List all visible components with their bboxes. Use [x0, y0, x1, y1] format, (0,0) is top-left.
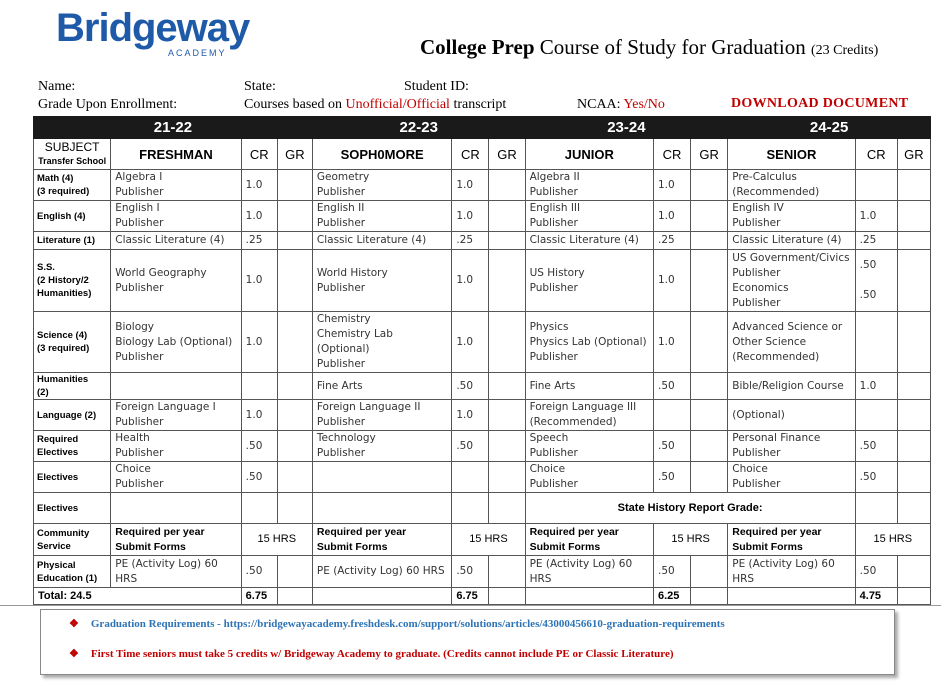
course-cell: Foreign Language I Publisher: [111, 400, 241, 431]
credit-value: .50: [653, 373, 690, 400]
grade-cell[interactable]: [897, 170, 930, 201]
junior-header: JUNIOR: [525, 139, 653, 170]
course-cell: Geometry Publisher: [312, 170, 451, 201]
freshman-header: FRESHMAN: [111, 139, 241, 170]
grade-cell[interactable]: [691, 431, 728, 462]
grade-cell[interactable]: [277, 232, 312, 250]
grade-cell[interactable]: [897, 250, 930, 312]
course-cell: Foreign Language II Publisher: [312, 400, 451, 431]
transcript-options[interactable]: Unofficial/Official: [345, 97, 450, 112]
grade-cell[interactable]: [489, 170, 525, 201]
course-cell: (Optional): [728, 400, 855, 431]
credit-value: 1.0: [241, 400, 277, 431]
credit-value: 1.0: [452, 250, 489, 312]
course-cell: World Geography Publisher: [111, 250, 241, 312]
grade-cell[interactable]: [489, 232, 525, 250]
subject-cell: Language (2): [34, 400, 111, 431]
credit-value: .50: [241, 462, 277, 493]
community-service-row: [34, 524, 931, 556]
subject-cell: Math (4) (3 required): [34, 170, 111, 201]
credit-value: .50: [452, 556, 489, 588]
year-label: 21-22: [34, 117, 313, 139]
gr-header: GR: [489, 139, 525, 170]
grade-cell[interactable]: [897, 232, 930, 250]
credit-value: 1.0: [452, 201, 489, 232]
course-cell: [111, 373, 241, 400]
grade-cell[interactable]: [691, 556, 728, 588]
subject-cell: Physical Education (1): [34, 556, 111, 588]
course-row: [34, 431, 931, 462]
credit-value: .25: [241, 232, 277, 250]
cr-header: CR: [452, 139, 489, 170]
grade-cell[interactable]: [897, 556, 930, 588]
name-field-label: Name:: [38, 79, 76, 94]
course-cell: Classic Literature (4): [728, 232, 855, 250]
grade-cell[interactable]: [897, 201, 930, 232]
credit-value: 1.0: [452, 170, 489, 201]
year-label: 23-24: [525, 117, 728, 139]
diamond-bullet-icon: ❖: [69, 618, 79, 630]
year-label: 22-23: [312, 117, 525, 139]
credit-value: .50: [653, 462, 690, 493]
subject-cell: Literature (1): [34, 232, 111, 250]
course-row: [34, 312, 931, 373]
year-total: 6.25: [653, 588, 690, 605]
course-cell: Algebra I Publisher: [111, 170, 241, 201]
course-cell: Choice Publisher: [728, 462, 855, 493]
course-cell: Biology Biology Lab (Optional) Publisher: [111, 312, 241, 373]
course-cell: Pre-Calculus (Recommended): [728, 170, 855, 201]
course-cell: Choice Publisher: [525, 462, 653, 493]
course-cell: Fine Arts: [525, 373, 653, 400]
grade-cell[interactable]: [691, 400, 728, 431]
subject-cell: English (4): [34, 201, 111, 232]
course-cell: Physics Physics Lab (Optional) Publisher: [525, 312, 653, 373]
course-cell: English III Publisher: [525, 201, 653, 232]
credit-value: 1.0: [653, 250, 690, 312]
grade-cell[interactable]: [897, 312, 930, 373]
year-total: 4.75: [855, 588, 897, 605]
logo-subtitle: ACADEMY: [168, 48, 227, 58]
electives-state-history-row: [34, 493, 931, 524]
credit-value: .50 .50: [855, 250, 897, 312]
totals-row: [34, 588, 931, 605]
course-cell: World History Publisher: [312, 250, 451, 312]
credit-value: .25: [855, 232, 897, 250]
course-cell: Classic Literature (4): [525, 232, 653, 250]
credit-value: 1.0: [241, 312, 277, 373]
download-document-link[interactable]: DOWNLOAD DOCUMENT: [731, 96, 909, 111]
credit-value: 1.0: [452, 400, 489, 431]
credit-value: .25: [653, 232, 690, 250]
gr-header: GR: [277, 139, 312, 170]
course-cell: Technology Publisher: [312, 431, 451, 462]
year-header-row: [34, 117, 931, 139]
grade-cell[interactable]: [277, 556, 312, 588]
hours-value: 15 HRS: [855, 524, 930, 556]
course-cell: [312, 462, 451, 493]
course-cell: US Government/Civics Publisher Economics Publisher: [728, 250, 855, 312]
credit-value: .50: [653, 556, 690, 588]
community-requirement: Required per year Submit Forms: [525, 524, 653, 556]
subject-cell: S.S. (2 History/2 Humanities): [34, 250, 111, 312]
community-requirement: Required per year Submit Forms: [312, 524, 451, 556]
credit-value: 1.0: [653, 170, 690, 201]
credit-value: .25: [452, 232, 489, 250]
grade-cell[interactable]: [277, 250, 312, 312]
senior-header: SENIOR: [728, 139, 855, 170]
state-field-label: State:: [244, 79, 276, 94]
course-cell: PE (Activity Log) 60 HRS: [525, 556, 653, 588]
grade-cell[interactable]: [489, 201, 525, 232]
state-history-report-grade: State History Report Grade:: [525, 493, 855, 524]
gr-header: GR: [897, 139, 930, 170]
hours-value: 15 HRS: [653, 524, 727, 556]
course-row: [34, 232, 931, 250]
credit-value: 1.0: [653, 201, 690, 232]
grade-cell[interactable]: [489, 400, 525, 431]
grade-cell[interactable]: [277, 400, 312, 431]
year-total: 6.75: [452, 588, 489, 605]
subject-cell: Electives: [34, 462, 111, 493]
credit-value: [855, 400, 897, 431]
course-row: [34, 250, 931, 312]
community-requirement: Required per year Submit Forms: [728, 524, 855, 556]
subject-cell: Humanities (2): [34, 373, 111, 400]
grade-cell[interactable]: [277, 462, 312, 493]
credit-value: 1.0: [855, 373, 897, 400]
cr-header: CR: [653, 139, 690, 170]
course-cell: PE (Activity Log) 60 HRS: [728, 556, 855, 588]
grade-cell[interactable]: [489, 373, 525, 400]
page-title: College Prep Course of Study for Graduation (23 Credits): [420, 35, 879, 59]
ncaa-field: NCAA: Yes/No: [577, 97, 665, 112]
credit-value: 1.0: [241, 201, 277, 232]
credit-value: 1.0: [241, 170, 277, 201]
grade-cell[interactable]: [691, 170, 728, 201]
grade-cell[interactable]: [277, 201, 312, 232]
grade-cell[interactable]: [277, 312, 312, 373]
credit-value: [855, 312, 897, 373]
grade-cell[interactable]: [897, 373, 930, 400]
grade-cell[interactable]: [489, 431, 525, 462]
grade-cell[interactable]: [691, 250, 728, 312]
course-cell: Classic Literature (4): [312, 232, 451, 250]
hours-value: 15 HRS: [452, 524, 525, 556]
graduation-requirements-link[interactable]: https://bridgewayacademy.freshdesk.com/support/solutions/articles/43000456610-graduation-requirements: [223, 618, 725, 630]
bridgeway-logo: [56, 6, 250, 58]
column-header-row: [34, 139, 931, 170]
year-total: 6.75: [241, 588, 277, 605]
subject-header: SUBJECT Transfer School: [34, 139, 111, 170]
grade-cell[interactable]: [277, 431, 312, 462]
community-requirement: Required per year Submit Forms: [111, 524, 241, 556]
diamond-bullet-icon: ❖: [69, 648, 79, 660]
course-cell: English I Publisher: [111, 201, 241, 232]
course-cell: Chemistry Chemistry Lab (Optional) Publisher: [312, 312, 451, 373]
credit-value: [653, 400, 690, 431]
grade-cell[interactable]: [691, 312, 728, 373]
sophomore-header: SOPH0MORE: [312, 139, 451, 170]
course-row: [34, 400, 931, 431]
subject-cell: Community Service: [34, 524, 111, 556]
credit-value: [241, 373, 277, 400]
cr-header: CR: [241, 139, 277, 170]
grade-cell[interactable]: [691, 462, 728, 493]
total-credits-label: Total: 24.5: [34, 588, 242, 605]
credit-value: 1.0: [855, 201, 897, 232]
grade-cell[interactable]: [691, 201, 728, 232]
grade-cell[interactable]: [277, 373, 312, 400]
course-cell: Fine Arts: [312, 373, 451, 400]
course-cell: Speech Publisher: [525, 431, 653, 462]
course-cell: Classic Literature (4): [111, 232, 241, 250]
divider: [0, 605, 941, 606]
credit-value: 1.0: [653, 312, 690, 373]
course-cell: Health Publisher: [111, 431, 241, 462]
credit-value: .50: [855, 556, 897, 588]
course-cell: Foreign Language III (Recommended): [525, 400, 653, 431]
logo-wordmark: Bridgeway: [56, 6, 250, 50]
grade-cell[interactable]: [489, 556, 525, 588]
credit-value: [452, 462, 489, 493]
course-row: [34, 373, 931, 400]
course-cell: Choice Publisher: [111, 462, 241, 493]
grade-cell[interactable]: [691, 373, 728, 400]
credit-value: 1.0: [241, 250, 277, 312]
credit-value: .50: [855, 431, 897, 462]
grade-cell[interactable]: [489, 462, 525, 493]
course-cell: Algebra II Publisher: [525, 170, 653, 201]
subject-cell: Science (4) (3 required): [34, 312, 111, 373]
hours-value: 15 HRS: [241, 524, 312, 556]
course-cell: PE (Activity Log) 60 HRS: [111, 556, 241, 588]
student-id-field-label: Student ID:: [404, 79, 469, 94]
course-table: [33, 116, 931, 605]
grade-cell[interactable]: [897, 431, 930, 462]
ncaa-options[interactable]: Yes/No: [623, 97, 665, 112]
transcript-basis: Courses based on Unofficial/Official transcript: [244, 97, 507, 112]
grade-cell[interactable]: [897, 400, 930, 431]
course-row: [34, 170, 931, 201]
subject-cell: Electives: [34, 493, 111, 524]
grade-cell[interactable]: [691, 232, 728, 250]
credit-value: .50: [855, 462, 897, 493]
course-cell: English IV Publisher: [728, 201, 855, 232]
credit-value: .50: [452, 373, 489, 400]
credit-value: .50: [241, 431, 277, 462]
graduation-requirements-note: ❖ Graduation Requirements - https://bridgewayacademy.freshdesk.com/support/solutions/articles/43000456610-graduation-requirements: [69, 618, 725, 630]
credit-value: .50: [241, 556, 277, 588]
grade-enrollment-label: Grade Upon Enrollment:: [38, 97, 178, 112]
credit-value: .50: [653, 431, 690, 462]
course-row: [34, 201, 931, 232]
year-label: 24-25: [728, 117, 931, 139]
course-cell: Personal Finance Publisher: [728, 431, 855, 462]
grade-cell[interactable]: [489, 312, 525, 373]
course-cell: US History Publisher: [525, 250, 653, 312]
notes-box: [40, 609, 895, 675]
cr-header: CR: [855, 139, 897, 170]
first-time-seniors-note: ❖ First Time seniors must take 5 credits w/ Bridgeway Academy to graduate. (Credits cannot include PE or Classic Literature): [69, 648, 674, 660]
subject-cell: Required Electives: [34, 431, 111, 462]
course-cell: English II Publisher: [312, 201, 451, 232]
course-row: [34, 462, 931, 493]
course-cell: Advanced Science or Other Science (Recommended): [728, 312, 855, 373]
gr-header: GR: [691, 139, 728, 170]
grade-cell[interactable]: [489, 250, 525, 312]
grade-cell[interactable]: [277, 170, 312, 201]
credit-value: [855, 170, 897, 201]
physical-education-row: [34, 556, 931, 588]
grade-cell[interactable]: [897, 462, 930, 493]
credit-value: 1.0: [452, 312, 489, 373]
course-cell: Bible/Religion Course: [728, 373, 855, 400]
credit-value: .50: [452, 431, 489, 462]
course-cell: PE (Activity Log) 60 HRS: [312, 556, 451, 588]
